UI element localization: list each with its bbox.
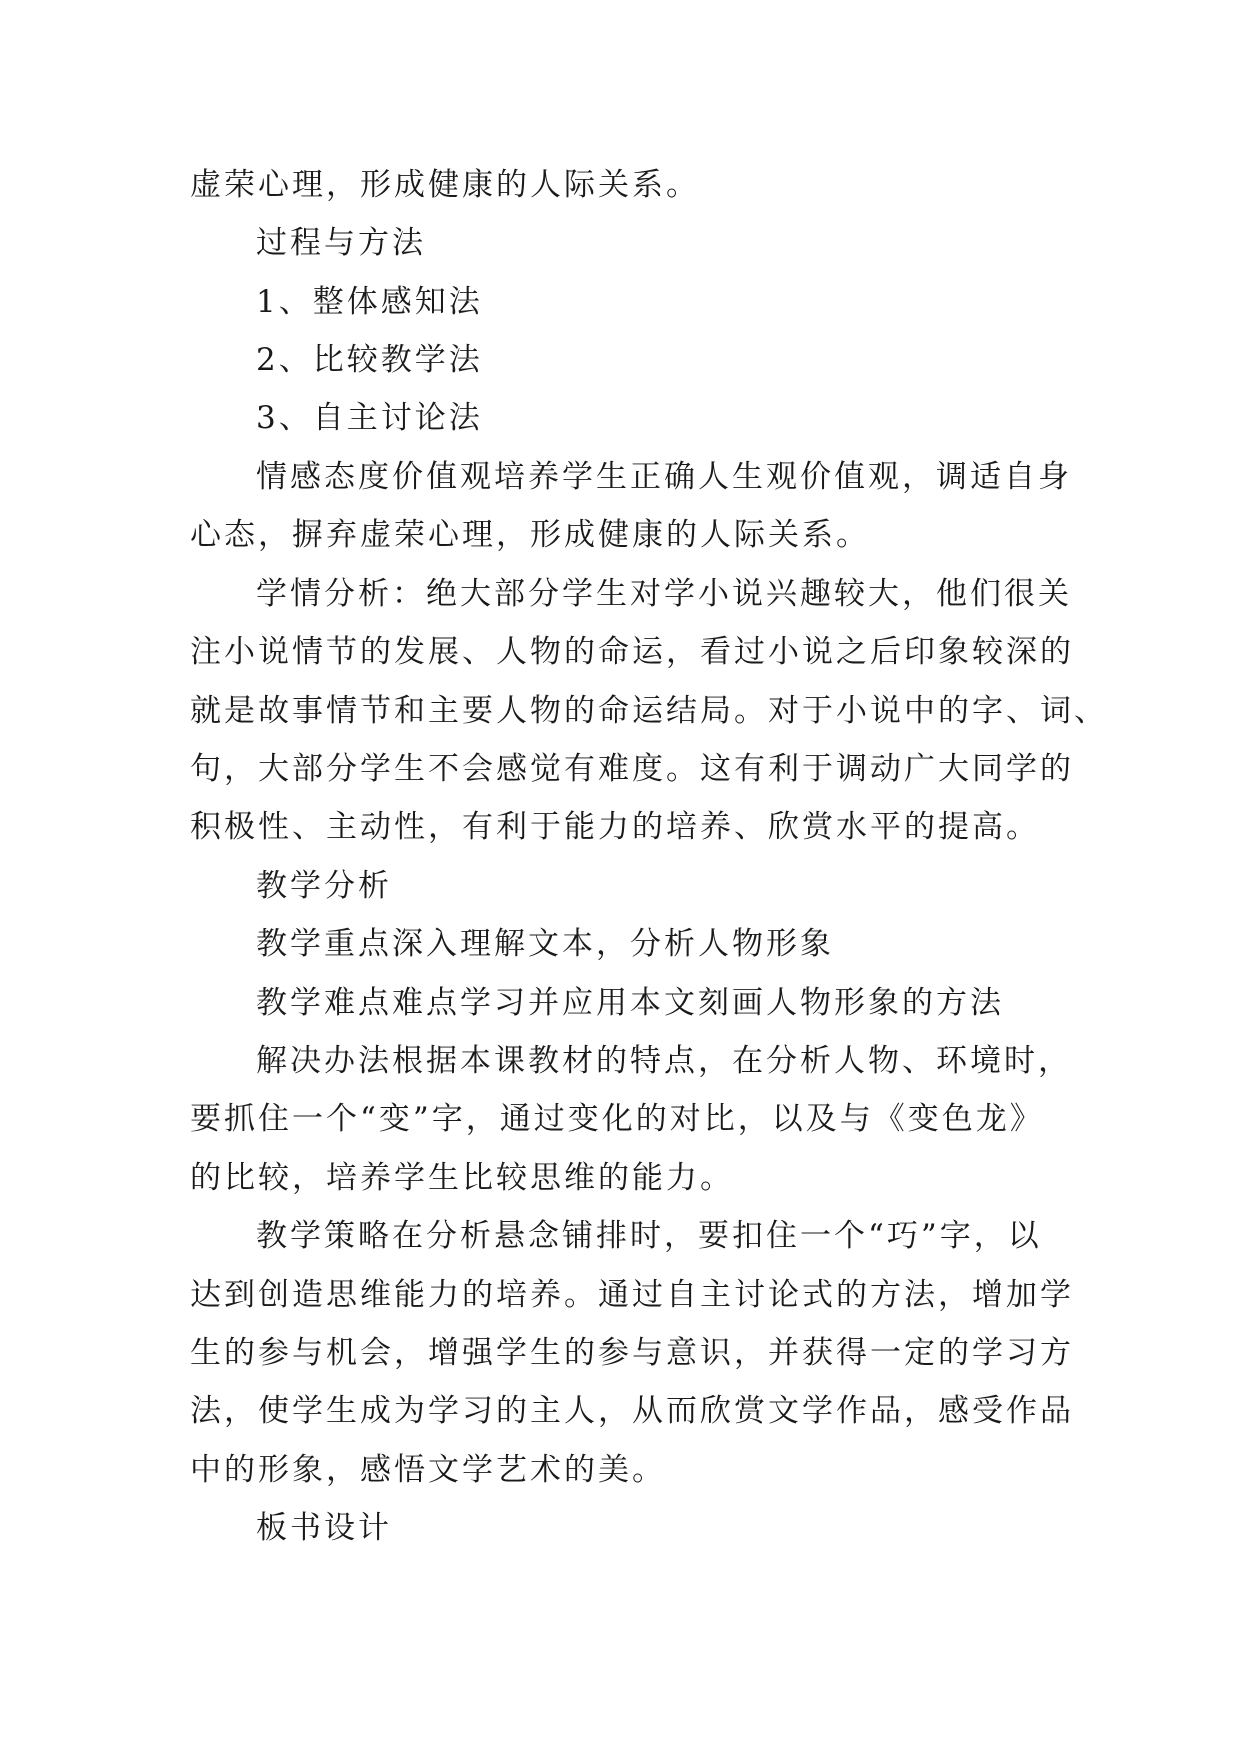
heading-board-design: 板书设计 xyxy=(256,1510,392,1546)
text-line-values-2: 心态，摒弃虚荣心理，形成健康的人际关系。 xyxy=(190,517,870,553)
text-line-solution-2: 要抓住一个“变”字，通过变化的对比，以及与《变色龙》 xyxy=(190,1101,1044,1137)
text-line-analysis-1: 学情分析：绝大部分学生对学小说兴趣较大，他们很关 xyxy=(256,576,1072,612)
text-line-1: 虚荣心理，形成健康的人际关系。 xyxy=(190,167,700,203)
text-line-strategy-5: 中的形象，感悟文学艺术的美。 xyxy=(190,1452,666,1488)
text-line-strategy-1: 教学策略在分析悬念铺排时，要扣住一个“巧”字，以 xyxy=(256,1218,1042,1254)
list-item-3: 3、自主讨论法 xyxy=(256,400,483,436)
text-line-strategy-2: 达到创造思维能力的培养。通过自主讨论式的方法，增加学 xyxy=(190,1277,1074,1313)
heading-teaching-analysis: 教学分析 xyxy=(256,868,392,904)
list-item-2: 2、比较教学法 xyxy=(256,342,483,378)
text-line-analysis-2: 注小说情节的发展、人物的命运，看过小说之后印象较深的 xyxy=(190,634,1074,670)
text-line-analysis-5: 积极性、主动性，有利于能力的培养、欣赏水平的提高。 xyxy=(190,809,1040,845)
text-line-solution-1: 解决办法根据本课教材的特点，在分析人物、环境时， xyxy=(256,1043,1072,1079)
text-line-values-1: 情感态度价值观培养学生正确人生观价值观，调适自身 xyxy=(256,459,1072,495)
heading-process-methods: 过程与方法 xyxy=(256,225,426,261)
text-line-strategy-4: 法，使学生成为学习的主人，从而欣赏文学作品，感受作品 xyxy=(190,1393,1074,1429)
text-line-analysis-4: 句，大部分学生不会感觉有难度。这有利于调动广大同学的 xyxy=(190,751,1074,787)
text-line-solution-3: 的比较，培养学生比较思维的能力。 xyxy=(190,1160,734,1196)
text-line-key-point: 教学重点深入理解文本，分析人物形象 xyxy=(256,926,834,962)
text-line-analysis-3: 就是故事情节和主要人物的命运结局。对于小说中的字、词、 xyxy=(190,693,1108,729)
text-line-strategy-3: 生的参与机会，增强学生的参与意识，并获得一定的学习方 xyxy=(190,1335,1074,1371)
text-line-difficulty: 教学难点难点学习并应用本文刻画人物形象的方法 xyxy=(256,985,1004,1021)
list-item-1: 1、整体感知法 xyxy=(256,284,483,320)
